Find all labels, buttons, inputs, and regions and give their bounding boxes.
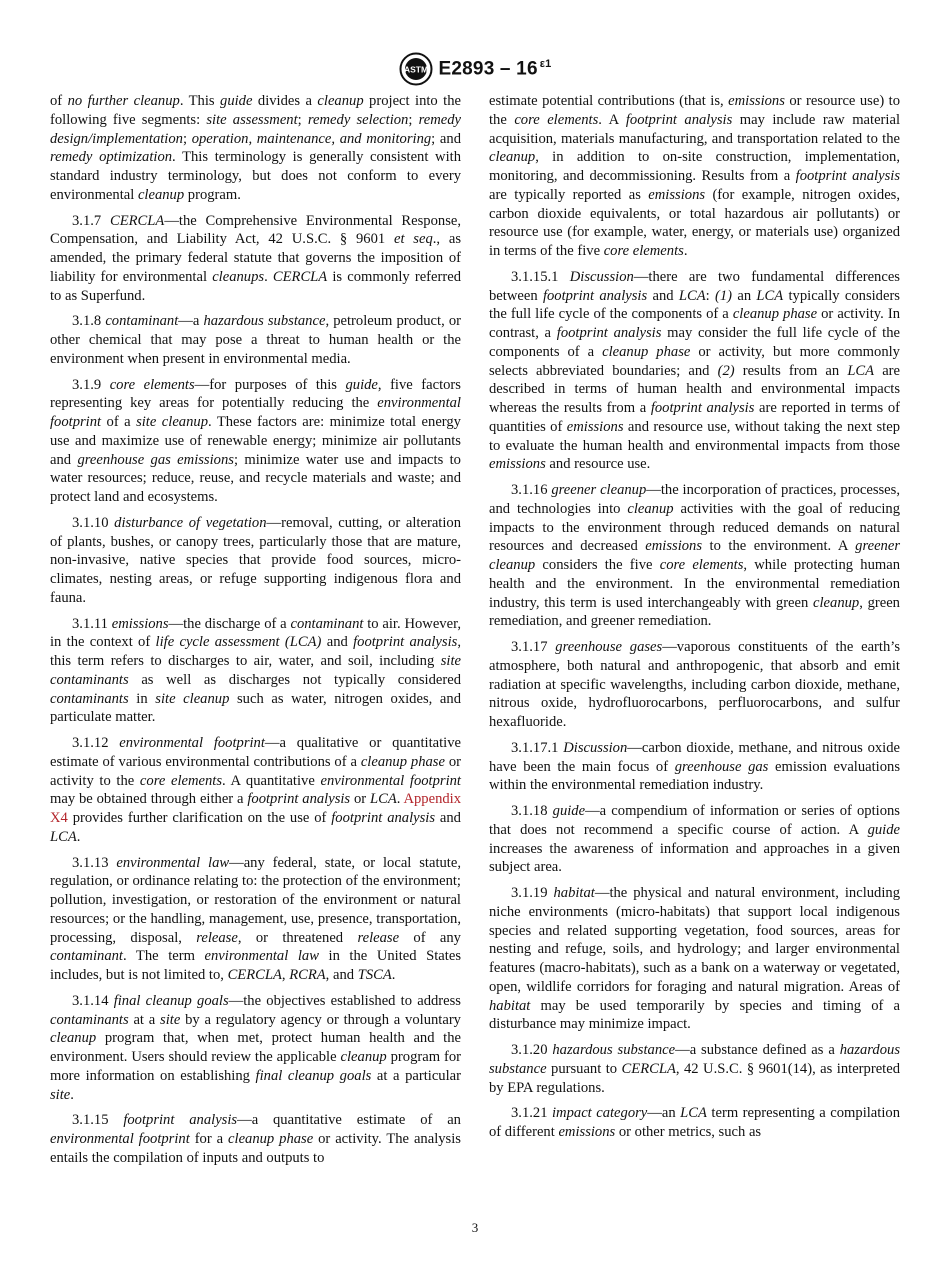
definition-3-1-21: 3.1.21 impact category—an LCA term representing a compilation of different emissions or other metrics, such as bbox=[489, 1105, 900, 1140]
definition-3-1-18: 3.1.18 guide—a compendium of information or series of options that does not recommend a specific course of action. A guide increases the awareness of information and approaches in a given subject area. bbox=[489, 803, 900, 876]
discussion-3-1-15-1: 3.1.15.1 Discussion—there are two fundamental differences between footprint analysis and LCA: (1) an LCA typically considers the full life cycle of the components of a cleanup phase or activity. In contrast, a footprint analysis may consider the full life cycle of the components of a cleanup phase or activity, but more commonly selects abbreviated boundaries; and (2) results from an LCA are described in terms of human health and environmental impacts whereas the results from a footprint analysis are reported in terms of quantities of emissions and resource use, without taking the next step to evaluate the human health and environmental impacts from those emissions and resource use. bbox=[489, 268, 901, 473]
left-column bbox=[50, 92, 461, 1168]
definition-3-1-8: 3.1.8 contaminant—a hazardous substance, petroleum product, or other chemical that may pose a threat to human health or the environment when present in environmental media. bbox=[50, 313, 461, 367]
definition-3-1-14: 3.1.14 final cleanup goals—the objectives established to address contaminants at a site by a regulatory agency or through a voluntary cleanup program that, when met, protect human health and the environment. Users should review the applicable cleanup program for more information on establishing final cleanup goals at a particular site. bbox=[50, 992, 461, 1103]
page-number: 3 bbox=[471, 1220, 479, 1235]
definition-3-1-15: 3.1.15 footprint analysis—a quantitative estimate of an environmental footprint for a cleanup phase or activity. The analysis entails the compilation of inputs and outputs to bbox=[50, 1112, 461, 1166]
right-column bbox=[489, 92, 900, 1142]
definition-3-1-16: 3.1.16 greener cleanup—the incorporation of practices, processes, and technologies into cleanup activities with the goal of reducing impacts to the environment through reduced demands on natural resources and decreased emissions to the environment. A greener cleanup considers the five core elements, while protecting human health and the environment. In the environmental remediation industry, this term is used interchangeably with green cleanup, green remediation, and greener remediation. bbox=[489, 482, 900, 630]
definition-3-1-10: 3.1.10 disturbance of vegetation—removal, cutting, or alteration of plants, bushes, or canopy trees, particularly those that are mature, non-invasive, native species that provide food sources, micro-climates, nesting areas, or refuge supporting indigenous flora and fauna. bbox=[50, 514, 462, 606]
discussion-3-1-17-1: 3.1.17.1 Discussion—carbon dioxide, methane, and nitrous oxide have been the main focus of greenhouse gas emission evaluations within the environmental remediation industry. bbox=[489, 739, 901, 794]
paragraph-continued-right: estimate potential contributions (that is, emissions or resource use) to the core elements. A footprint analysis may include raw material acquisition, materials manufacturing, and transportation related to the cleanup, in addition to on-site construction, implementation, monitoring, and decommissioning. Results from a footprint analysis are typically reported as emissions (for example, nitrogen oxides, carbon dioxide equivalents, or total hazardous air pollutants) or resource use (for example, water, energy, or materials use) organized in terms of the five core elements. bbox=[489, 93, 901, 259]
definition-3-1-7: 3.1.7 CERCLA—the Comprehensive Environmental Response, Compensation, and Liability Act, 42 U.S.C. § 9601 et seq., as amended, the primary federal statute that governs the imposition of liability for environmental cleanups. CERCLA is commonly referred to as Superfund. bbox=[50, 212, 462, 304]
astm-logo-icon bbox=[399, 52, 433, 86]
definition-3-1-13: 3.1.13 environmental law—any federal, state, or local statute, regulation, or ordinance relating to: the protection of the environment; pollution, investigation, or restoration of the environment or natural resources; or the handling, management, use, presence, transportation, processing, disposal, release, or threatened release of any contaminant. The term environmental law in the United States includes, but is not limited to, CERCLA, RCRA, and TSCA. bbox=[50, 854, 461, 983]
definition-3-1-20: 3.1.20 hazardous substance—a substance defined as a hazardous substance pursuant to CERCLA, 42 U.S.C. § 9601(14), as interpreted by EPA regulations. bbox=[489, 1042, 900, 1096]
definition-3-1-12: 3.1.12 environmental footprint—a qualitative or quantitative estimate of various environmental contributions of a cleanup phase or activity to the core elements. A quantitative environmental footprint may be obtained through either a footprint analysis or LCA. Appendix X4 provides further clarification on the use of footprint analysis and LCA. bbox=[50, 735, 462, 845]
page-header bbox=[0, 52, 950, 86]
definition-3-1-11: 3.1.11 emissions—the discharge of a contaminant to air. However, in the context of life cycle assessment (LCA) and footprint analysis, this term refers to discharges to air, water, and soil, including site contaminants as well as discharges not typically considered contaminants in site cleanup such as water, nitrogen oxides, and particulate matter. bbox=[50, 615, 461, 726]
paragraph-continued: of no further cleanup. This guide divides a cleanup project into the following five segments: site assessment; remedy selection; remedy design/implementation; operation, maintenance, and monitoring; and remedy optimization. This terminology is generally consistent with standard industry terminology, but does not conform to every environmental cleanup program. bbox=[50, 93, 461, 203]
logo-text: ASTM bbox=[403, 64, 428, 75]
appendix-x4-link[interactable]: Appendix X4 bbox=[50, 791, 462, 826]
definition-3-1-9: 3.1.9 core elements—for purposes of this guide, five factors representing key areas for potentially reducing the environmental footprint of a site cleanup. These factors are: minimize total energy use and maximize use of renewable energy; minimize air pollutants and greenhouse gas emissions; minimize water use and impacts to water resources; reduce, reuse, and recycle materials and waste; and protect land and ecosystems. bbox=[50, 376, 461, 505]
definition-3-1-19: 3.1.19 habitat—the physical and natural environment, including niche environments (micro-habitats) that support local indigenous species and related supporting vegetation, food sources, areas for nesting and refuge, soils, and hydrology; and larger environmental features (macro-habitats), such as a bank on a waterway or vegetated, open, wildlife corridors for foraging and natural migration. Areas of habitat may be used temporarily by species and timing of a disturbance may minimize impact. bbox=[489, 885, 900, 1033]
definition-3-1-17: 3.1.17 greenhouse gases—vaporous constituents of the earth’s atmosphere, both natural and anthropogenic, that absorb and emit radiation at specific wavelengths, including carbon dioxide, methane, nitrous oxide, hydrofluorocarbons, perfluorocarbons, and sulfur hexafluoride. bbox=[489, 639, 900, 730]
document-designation: E2893 – 16 $^{\varepsilon 1}$ bbox=[438, 57, 552, 80]
